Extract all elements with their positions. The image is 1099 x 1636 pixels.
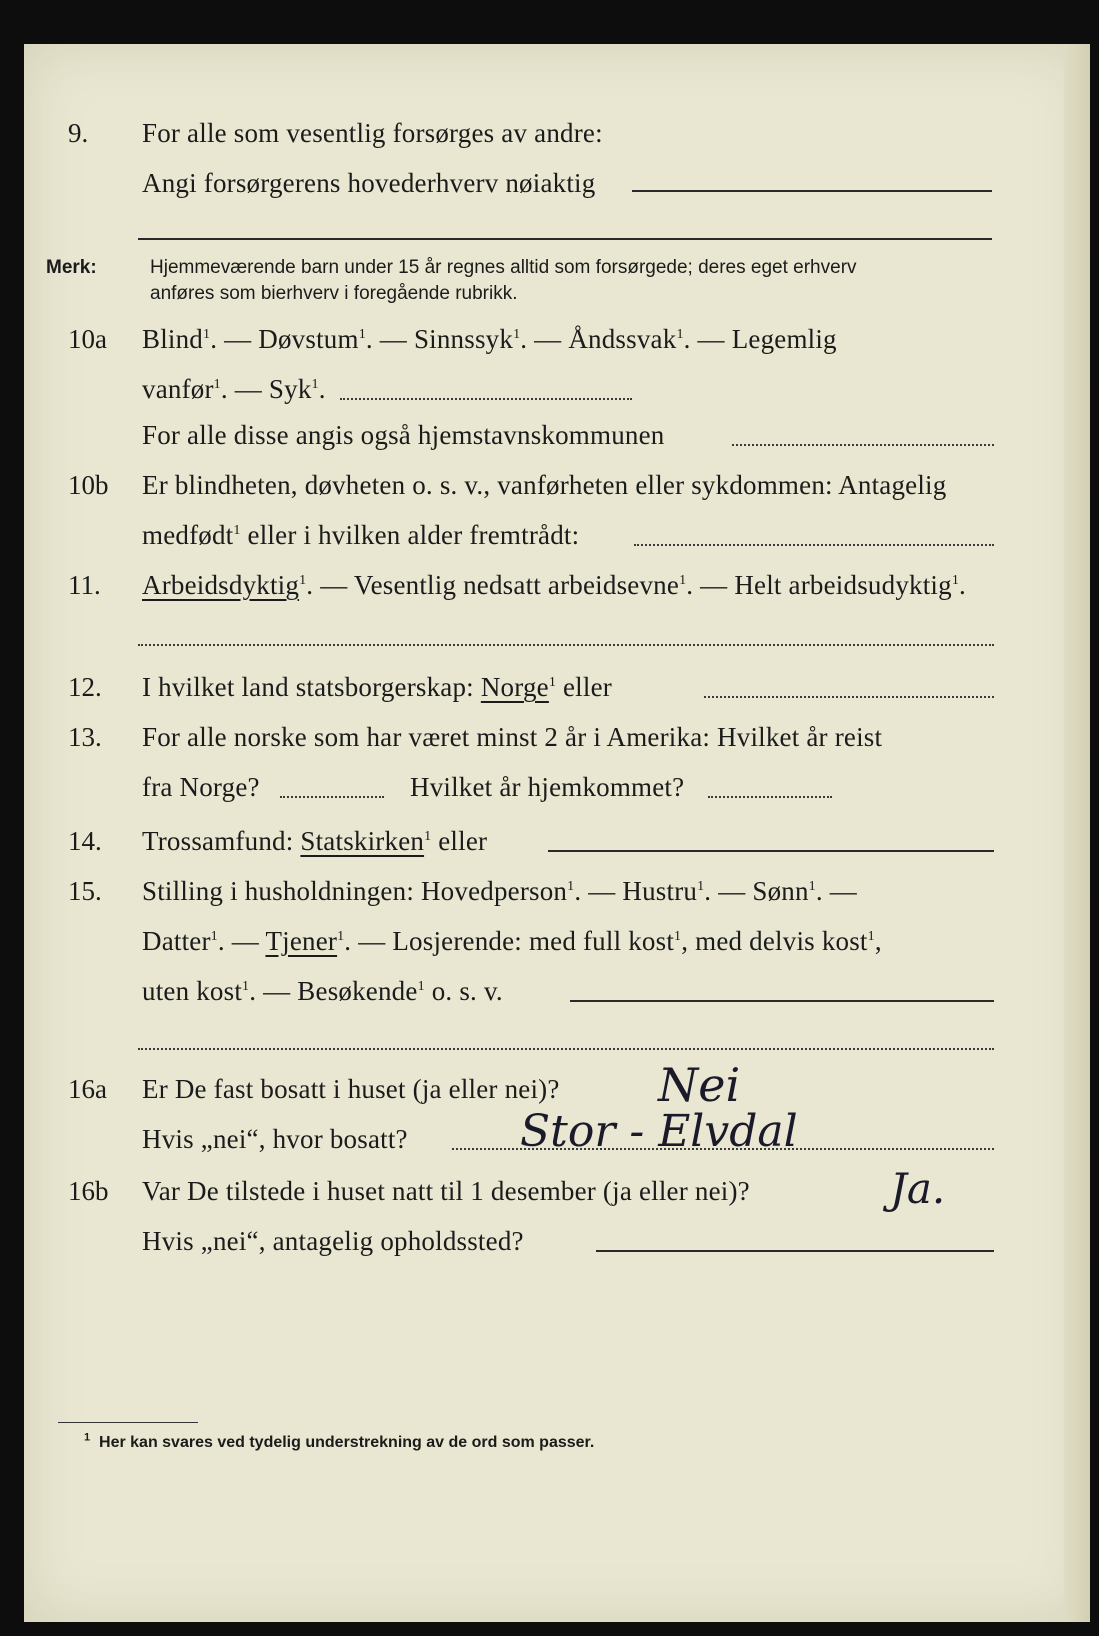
- sup: 1: [548, 675, 557, 690]
- q10a-number: 10a: [68, 324, 107, 354]
- period: .: [318, 374, 326, 404]
- q15-line2: [142, 926, 882, 957]
- sup: 1: [513, 327, 521, 342]
- merk-label: Merk:: [46, 257, 97, 278]
- q16b-opholdssted-line[interactable]: [596, 1250, 994, 1252]
- q16a-line2: Hvis „nei“, hvor bosatt?: [142, 1124, 408, 1154]
- q13-reist: fra Norge?: [142, 772, 260, 802]
- opt-sonn: . — Sønn: [704, 876, 809, 906]
- sup: 1: [337, 929, 345, 944]
- q12-number: 12.: [68, 672, 102, 702]
- q16b-answer1-handwritten[interactable]: Ja.: [890, 1164, 946, 1213]
- dash: . —: [217, 926, 266, 956]
- q16a-number: 16a: [68, 1074, 107, 1104]
- q13-hjemkommet-line[interactable]: [708, 796, 832, 798]
- opt-udyktig: . — Helt arbeidsudyktig: [686, 570, 952, 600]
- opt-norge: Norge: [480, 672, 549, 702]
- q11-line1: [142, 570, 966, 601]
- opt-statskirken: Statskirken: [300, 826, 425, 856]
- sup: 1: [867, 929, 875, 944]
- q12-text: I hvilket land statsborgerskap:: [142, 672, 481, 702]
- opt-legemlig: . — Legemlig: [683, 324, 837, 354]
- q11-answer-line[interactable]: [138, 644, 994, 646]
- opt-dovstum: . — Døvstum: [210, 324, 359, 354]
- merk-line2: anføres som bierhverv i foregående rubrikk.: [150, 283, 518, 304]
- q15-line3: [142, 976, 503, 1007]
- q10b-alder-text: eller i hvilken alder fremtrådt:: [240, 520, 580, 550]
- q9-answer-line-2[interactable]: [138, 238, 992, 240]
- opt-medfodt: medfødt: [142, 520, 234, 550]
- merk-line1: Hjemmeværende barn under 15 år regnes alltid som forsørgede; deres eget erhverv: [150, 257, 857, 278]
- sup: 1: [424, 829, 432, 844]
- opt-datter: Datter: [142, 926, 211, 956]
- sup: 1: [299, 573, 307, 588]
- q15-answer-line[interactable]: [570, 1000, 994, 1002]
- opt-tjener: Tjener: [265, 926, 338, 956]
- opt-blind: Blind: [142, 324, 204, 354]
- sup: 1: [242, 979, 250, 994]
- q10a-line3: For alle disse angis også hjemstavnskommunen: [142, 420, 665, 450]
- q15-number: 15.: [68, 876, 102, 906]
- sup: 1: [567, 879, 575, 894]
- sup: 1: [233, 523, 241, 538]
- sup: 1: [697, 879, 705, 894]
- q9-number: 9.: [68, 118, 89, 148]
- q16a-answer1-handwritten[interactable]: Nei: [658, 1058, 741, 1112]
- q10b-line2: [142, 520, 579, 551]
- opt-hovedperson: Stilling i husholdningen: Hovedperson: [142, 876, 568, 906]
- q12-line1: [142, 672, 612, 703]
- q14-number: 14.: [68, 826, 102, 856]
- sup: 1: [808, 879, 816, 894]
- footnote-marker: 1: [84, 1431, 91, 1444]
- q16b-line2: Hvis „nei“, antagelig opholdssted?: [142, 1226, 524, 1256]
- q10b-number: 10b: [68, 470, 109, 500]
- opt-andssvak: . — Åndssvak: [520, 324, 677, 354]
- q14-text: Trossamfund:: [142, 826, 301, 856]
- q9-line2: Angi forsørgerens hovederhverv nøiaktig: [142, 168, 596, 198]
- sup: 1: [679, 573, 687, 588]
- period: .: [959, 570, 966, 600]
- q10a-line1: [142, 324, 837, 355]
- opt-uten-kost: uten kost: [142, 976, 243, 1006]
- footnote-text: Her kan svares ved tydelig understrekning av de ord som passer.: [99, 1434, 595, 1451]
- sup: 1: [417, 979, 425, 994]
- comma: ,: [874, 926, 882, 956]
- opt-delvis-kost: , med delvis kost: [681, 926, 868, 956]
- q10a-syk-line[interactable]: [340, 398, 632, 400]
- q13-hjemkommet: Hvilket år hjemkommet?: [410, 772, 685, 802]
- opt-vanfor: vanfør: [142, 374, 214, 404]
- q14-answer-line[interactable]: [548, 850, 994, 852]
- opt-arbeidsdyktig: Arbeidsdyktig: [142, 570, 300, 600]
- sup: 1: [210, 929, 218, 944]
- q10a-hjemstavn-line[interactable]: [732, 444, 994, 446]
- q10b-answer-line[interactable]: [634, 544, 994, 546]
- q13-number: 13.: [68, 722, 102, 752]
- q12-eller: eller: [556, 672, 612, 702]
- q10b-line1: Er blindheten, døvheten o. s. v., vanførheten eller sykdommen: Antagelig: [142, 470, 947, 500]
- q15-osv: o. s. v.: [424, 976, 503, 1006]
- q9-line1: For alle som vesentlig forsørges av andre:: [142, 118, 603, 148]
- q13-line1: For alle norske som har været minst 2 år i Amerika: Hvilket år reist: [142, 722, 883, 752]
- q10a-line2: [142, 374, 326, 405]
- q16a-answer2-handwritten[interactable]: Stor - Elvdal: [520, 1106, 798, 1157]
- opt-hustru: . — Hustru: [574, 876, 698, 906]
- q16b-line1: Var De tilstede i huset natt til 1 desember (ja eller nei)?: [142, 1176, 750, 1206]
- sup: 1: [358, 327, 366, 342]
- footnote: [84, 1431, 595, 1452]
- q16b-number: 16b: [68, 1176, 109, 1206]
- sup: 1: [676, 327, 684, 342]
- q13-reist-line[interactable]: [280, 796, 384, 798]
- opt-full-kost: . — Losjerende: med full kost: [344, 926, 675, 956]
- opt-sinnssyk: . — Sinnssyk: [365, 324, 514, 354]
- sup: 1: [674, 929, 682, 944]
- q15-answer-line-2[interactable]: [138, 1048, 994, 1050]
- opt-syk: . — Syk: [220, 374, 312, 404]
- sup: 1: [203, 327, 211, 342]
- q9-answer-line[interactable]: [632, 190, 992, 192]
- page-edge: [1064, 44, 1090, 1622]
- opt-nedsatt: . — Vesentlig nedsatt arbeidsevne: [306, 570, 680, 600]
- q14-line1: [142, 826, 487, 857]
- sup: 1: [311, 377, 319, 392]
- q12-answer-line[interactable]: [704, 696, 994, 698]
- sup: 1: [951, 573, 960, 588]
- q15-line1: [142, 876, 857, 907]
- q14-eller: eller: [431, 826, 488, 856]
- q16a-line1: Er De fast bosatt i huset (ja eller nei)?: [142, 1074, 560, 1104]
- opt-besokende: . — Besøkende: [249, 976, 418, 1006]
- footnote-rule: [58, 1422, 198, 1423]
- q11-number: 11.: [68, 570, 101, 600]
- sup: 1: [213, 377, 221, 392]
- dash: . —: [815, 876, 857, 906]
